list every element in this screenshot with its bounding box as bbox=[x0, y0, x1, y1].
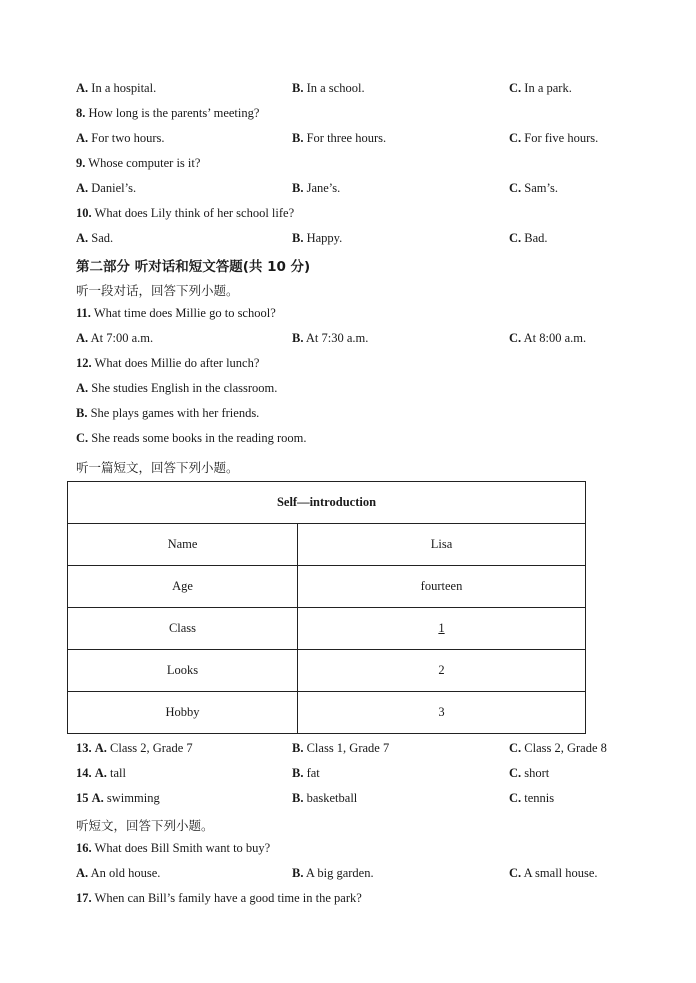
q12-option-c: C. She reads some books in the reading room. bbox=[76, 431, 307, 445]
table-row bbox=[68, 608, 586, 650]
table-title: Self—introduction bbox=[68, 482, 586, 524]
q12-option-b: B. She plays games with her friends. bbox=[76, 406, 260, 420]
instruction-passage: 听一篇短文，回答下列小题。 bbox=[76, 460, 239, 475]
q8-option-b: B. For three hours. bbox=[292, 131, 387, 145]
self-introduction-table bbox=[67, 481, 586, 734]
table-value-looks: 2 bbox=[298, 650, 586, 692]
q13-option-a: 13. A. Class 2, Grade 7 bbox=[76, 741, 193, 755]
q7-option-b: B. In a school. bbox=[292, 81, 365, 95]
q9-option-b: B. Jane’s. bbox=[292, 181, 341, 195]
q13-option-b: B. Class 1, Grade 7 bbox=[292, 741, 390, 755]
q9-option-c: C. Sam’s. bbox=[509, 181, 558, 195]
table-row bbox=[68, 524, 586, 566]
table-value-hobby: 3 bbox=[298, 692, 586, 734]
q7-option-c: C. In a park. bbox=[509, 81, 572, 95]
q11-question: 11. What time does Millie go to school? bbox=[76, 306, 276, 320]
instruction-short-passage: 听短文，回答下列小题。 bbox=[76, 818, 214, 833]
q16-option-b: B. A big garden. bbox=[292, 866, 374, 880]
q17-question: 17. When can Bill’s family have a good time in the park? bbox=[76, 891, 362, 905]
q16-option-a: A. An old house. bbox=[76, 866, 161, 880]
q9-question: 9. Whose computer is it? bbox=[76, 156, 201, 170]
table-title-row bbox=[68, 482, 586, 524]
q11-option-a: A. At 7:00 a.m. bbox=[76, 331, 154, 345]
q10-option-c: C. Bad. bbox=[509, 231, 548, 245]
q7-option-a: A. In a hospital. bbox=[76, 81, 157, 95]
table-label-age: Age bbox=[68, 566, 298, 608]
q12-option-a: A. She studies English in the classroom. bbox=[76, 381, 278, 395]
q14-option-a: 14. A. tall bbox=[76, 766, 126, 780]
q12-question: 12. What does Millie do after lunch? bbox=[76, 356, 260, 370]
section-2-title: 第二部分 听对话和短文答题(共 10 分) bbox=[76, 259, 311, 275]
q9-option-a: A. Daniel’s. bbox=[76, 181, 137, 195]
table-label-class: Class bbox=[68, 608, 298, 650]
q10-option-a: A. Sad. bbox=[76, 231, 114, 245]
blank-1: 1 bbox=[438, 621, 445, 635]
q16-question: 16. What does Bill Smith want to buy? bbox=[76, 841, 271, 855]
q10-option-b: B. Happy. bbox=[292, 231, 343, 245]
table-row bbox=[68, 692, 586, 734]
q15-option-c: C. tennis bbox=[509, 791, 555, 805]
table-label-hobby: Hobby bbox=[68, 692, 298, 734]
q8-option-a: A. For two hours. bbox=[76, 131, 165, 145]
table-row bbox=[68, 566, 586, 608]
q11-option-c: C. At 8:00 a.m. bbox=[509, 331, 587, 345]
instruction-dialogue: 听一段对话，回答下列小题。 bbox=[76, 283, 239, 298]
q11-option-b: B. At 7:30 a.m. bbox=[292, 331, 369, 345]
table-value-name: Lisa bbox=[298, 524, 586, 566]
q15-option-a: 15 A. swimming bbox=[76, 791, 160, 805]
q14-option-c: C. short bbox=[509, 766, 550, 780]
table-value-age: fourteen bbox=[298, 566, 586, 608]
q8-question: 8. How long is the parents’ meeting? bbox=[76, 106, 260, 120]
table-label-looks: Looks bbox=[68, 650, 298, 692]
table-value-class bbox=[298, 608, 586, 650]
table-label-name: Name bbox=[68, 524, 298, 566]
q8-option-c: C. For five hours. bbox=[509, 131, 599, 145]
q14-option-b: B. fat bbox=[292, 766, 320, 780]
q15-option-b: B. basketball bbox=[292, 791, 358, 805]
q10-question: 10. What does Lily think of her school life? bbox=[76, 206, 295, 220]
q13-option-c: C. Class 2, Grade 8 bbox=[509, 741, 607, 755]
table-row bbox=[68, 650, 586, 692]
q16-option-c: C. A small house. bbox=[509, 866, 598, 880]
